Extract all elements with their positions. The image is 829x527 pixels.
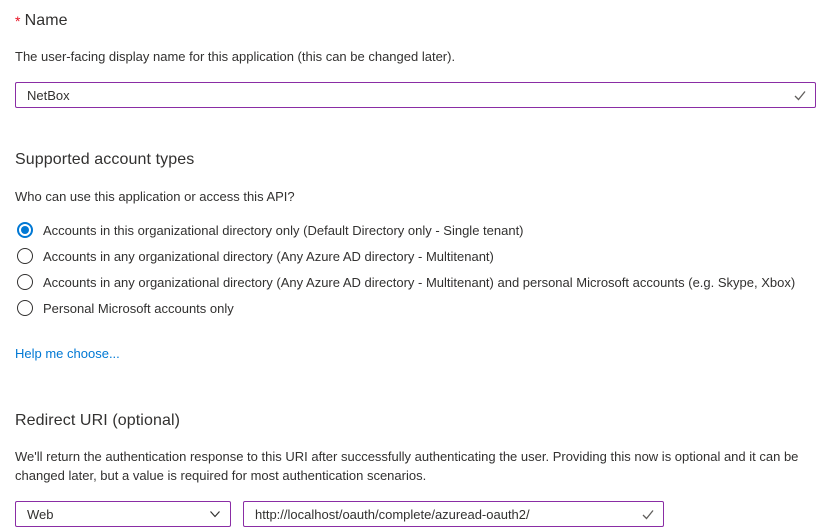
- redirect-uri-input[interactable]: [243, 501, 664, 527]
- account-types-question: Who can use this application or access this API?: [15, 189, 295, 204]
- radio-button-icon[interactable]: [17, 274, 33, 290]
- name-section-title: [15, 12, 815, 30]
- name-description: The user-facing display name for this application (this can be changed later).: [15, 49, 456, 64]
- radio-option-label: Accounts in any organizational directory (Any Azure AD directory - Multitenant) and personal Microsoft accounts (e.g. Skype, Xbox): [43, 274, 796, 290]
- redirect-uri-section: [15, 412, 815, 527]
- radio-option-personal-only[interactable]: [15, 295, 815, 321]
- radio-option-multitenant-personal[interactable]: [15, 269, 815, 295]
- radio-button-icon[interactable]: [17, 300, 33, 316]
- radio-option-multitenant[interactable]: [15, 243, 815, 269]
- help-me-choose-link[interactable]: Help me choose...: [15, 346, 120, 361]
- radio-option-single-tenant[interactable]: [15, 217, 815, 243]
- radio-option-label: Personal Microsoft accounts only: [43, 300, 234, 316]
- radio-option-label: Accounts in this organizational directory only (Default Directory only - Single tenant): [43, 222, 524, 238]
- radio-button-icon[interactable]: [17, 222, 33, 238]
- account-types-section: [15, 151, 815, 363]
- uri-input-wrap: [243, 501, 664, 527]
- name-input[interactable]: [15, 82, 816, 108]
- platform-select-value: Web: [27, 506, 54, 522]
- platform-select-wrap: [15, 501, 231, 527]
- platform-select[interactable]: [15, 501, 231, 527]
- required-asterisk: *: [15, 13, 21, 29]
- name-input-wrap: [15, 82, 816, 108]
- radio-option-label: Accounts in any organizational directory (Any Azure AD directory - Multitenant): [43, 248, 494, 264]
- redirect-uri-title: Redirect URI (optional): [15, 412, 181, 429]
- radio-button-icon[interactable]: [17, 248, 33, 264]
- account-types-title: Supported account types: [15, 151, 195, 168]
- redirect-uri-description: We'll return the authentication response to this URI after successfully authenticating the user. Providing this now is optional and it can be changed later, but a value is required for most authentication scenarios.: [15, 449, 799, 483]
- name-section: [15, 12, 815, 108]
- redirect-uri-row: [15, 501, 815, 527]
- account-types-radio-group: [15, 217, 815, 321]
- name-title-text: Name: [24, 12, 68, 29]
